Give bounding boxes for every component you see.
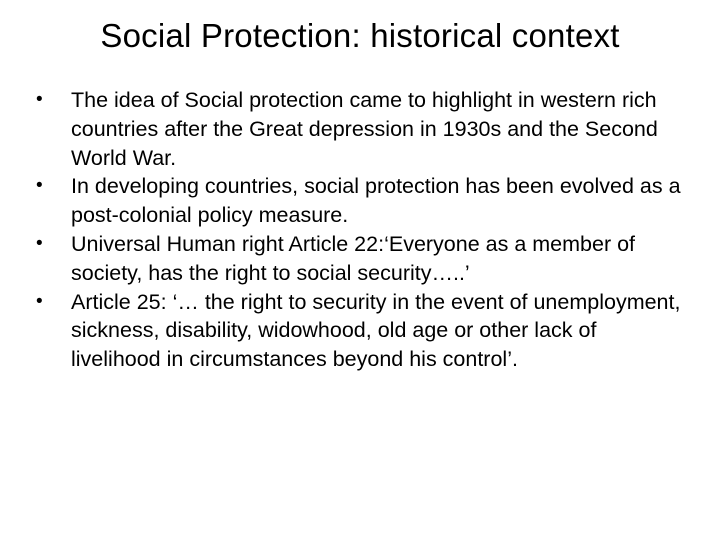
bullet-list <box>36 86 686 374</box>
bullet-dot-icon: • <box>36 89 43 110</box>
bullet-text-1: The idea of Social protection came to highlight in western rich countries after the Great depression in 1930s and the Second World War. <box>71 88 658 170</box>
bullet-text-2: In developing countries, social protection has been evolved as a post-colonial policy measure. <box>71 174 681 228</box>
bullet-item-4 <box>36 288 686 374</box>
bullet-item-2 <box>36 172 686 230</box>
bullet-text-3: Universal Human right Article 22:‘Everyone as a member of society, has the right to social security…..’ <box>71 231 636 285</box>
slide-title: Social Protection: historical context <box>100 17 620 54</box>
bullet-item-1 <box>36 86 686 172</box>
bullet-text-4: Article 25: ‘… the right to security in the event of unemployment, sickness, disability, widowhood, old age or other lack of livelihood in circumstances beyond his control’. <box>71 289 681 372</box>
bullet-dot-icon: • <box>36 175 43 197</box>
bullet-dot-icon: • <box>36 232 43 254</box>
bullet-item-3 <box>36 230 686 288</box>
bullet-dot-icon: • <box>36 290 43 312</box>
